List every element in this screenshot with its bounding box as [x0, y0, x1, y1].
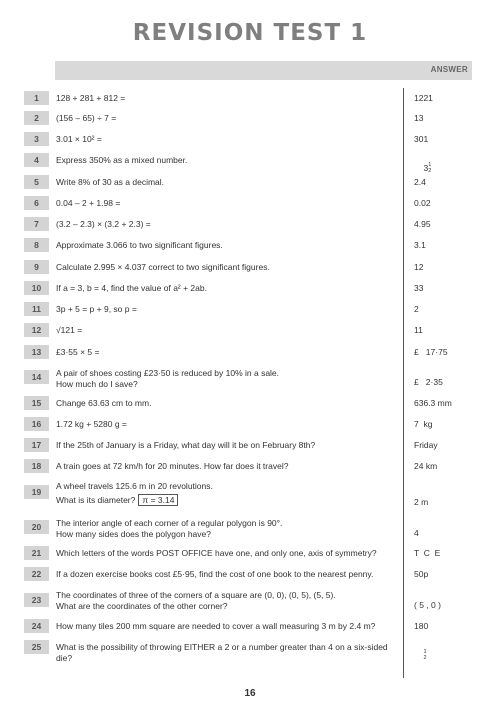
question-number: 17 — [24, 438, 49, 452]
answer-text: 4 — [414, 528, 419, 538]
question-text: (3.2 – 2.3) × (3.2 + 2.3) = — [56, 219, 151, 229]
answer-column-divider — [403, 88, 404, 678]
question-number: 21 — [24, 546, 49, 560]
question-number: 16 — [24, 417, 49, 431]
question-text: A train goes at 72 km/h for 20 minutes. How far does it travel? — [56, 461, 289, 471]
answer-text: 180 — [414, 621, 429, 631]
answer-text: 2.4 — [414, 177, 426, 187]
question-number: 22 — [24, 567, 49, 581]
answer-text: 4.95 — [414, 219, 431, 229]
question-line-1: A wheel travels 125.6 m in 20 revolutions. — [56, 481, 213, 491]
answer-text: 13 — [414, 113, 424, 123]
question-line-2: How many sides does the polygon have? — [56, 528, 211, 539]
question-text: £3·55 × 5 = — [56, 347, 100, 357]
question-line-1: The interior angle of each corner of a regular polygon is 90°. — [56, 518, 283, 528]
question-text: What is the possibility of throwing EITHER a 2 or a number greater than 4 on a six-sided die? — [56, 642, 388, 663]
question-text: √121 = — [56, 325, 83, 335]
answer-fraction — [428, 163, 431, 174]
question-text — [56, 590, 399, 611]
question-number: 23 — [24, 593, 49, 607]
page-title: REVISION TEST 1 — [132, 20, 368, 46]
question-text: If a dozen exercise books cost £5·95, find the cost of one book to the nearest penny. — [56, 569, 374, 579]
question-number: 6 — [24, 196, 49, 210]
answer-text: 301 — [414, 134, 429, 144]
question-text: (156 – 65) ÷ 7 = — [56, 113, 117, 123]
answer-text: 24 km — [414, 461, 438, 471]
question-number: 5 — [24, 175, 49, 189]
question-number: 15 — [24, 396, 49, 410]
question-number: 24 — [24, 619, 49, 633]
question-number: 19 — [24, 485, 49, 499]
answer-text: 3.1 — [414, 240, 426, 250]
answer-text: T C E — [414, 548, 441, 558]
answer-text: 33 — [414, 283, 424, 293]
question-number: 4 — [24, 153, 49, 167]
question-text: If a = 3, b = 4, find the value of a² + 2ab. — [56, 283, 207, 293]
answer-text: 636.3 mm — [414, 398, 452, 408]
answer-text: 12 — [414, 262, 424, 272]
fraction-numerator: 1 — [423, 649, 427, 656]
question-number: 13 — [24, 345, 49, 359]
question-number: 3 — [24, 132, 49, 146]
answer-text: 11 — [414, 325, 423, 335]
question-text — [56, 481, 399, 506]
question-line-2-text: What is its diameter? — [56, 494, 136, 505]
question-number: 9 — [24, 260, 49, 274]
question-text: 3.01 × 10² = — [56, 134, 102, 144]
question-line-2: How much do I save? — [56, 378, 138, 389]
question-number: 18 — [24, 459, 49, 473]
answer-text: 1221 — [414, 93, 433, 103]
question-number: 7 — [24, 217, 49, 231]
question-number: 2 — [24, 111, 49, 125]
question-number: 11 — [24, 302, 49, 316]
fraction-denominator: 2 — [428, 167, 432, 174]
question-number: 8 — [24, 238, 49, 252]
answer-whole: 3 — [423, 163, 429, 173]
question-text: Calculate 2.995 × 4.037 correct to two significant figures. — [56, 262, 270, 272]
question-number: 1 — [24, 91, 49, 105]
question-line-1: A pair of shoes costing £23·50 is reduced by 10% in a sale. — [56, 368, 280, 378]
page-number: 16 — [244, 688, 256, 699]
question-text — [56, 368, 399, 389]
question-text — [56, 518, 399, 539]
fraction-numerator: 1 — [428, 162, 432, 169]
answer-text: £ 2·35 — [414, 377, 443, 387]
answer-text: £ 17·75 — [414, 347, 448, 357]
fraction-denominator: 2 — [423, 654, 427, 661]
question-text: Change 63.63 cm to mm. — [56, 398, 152, 408]
question-text: 3p + 5 = p + 9, so p = — [56, 304, 137, 314]
question-text: 0.04 – 2 + 1.98 = — [56, 198, 121, 208]
question-text: Which letters of the words POST OFFICE have one, and only one, axis of symmetry? — [56, 548, 377, 558]
question-text: 1.72 kg + 5280 g = — [56, 419, 127, 429]
answer-fraction — [414, 640, 427, 671]
question-text: If the 25th of January is a Friday, what day will it be on February 8th? — [56, 440, 316, 450]
answer-text: 2 m — [414, 497, 429, 507]
question-line-1: The coordinates of three of the corners of a square are (0, 0), (0, 5), (5, 5). — [56, 590, 336, 600]
question-number: 25 — [24, 640, 49, 654]
fraction — [423, 650, 426, 661]
answer-text: 50p — [414, 569, 429, 579]
question-text: Write 8% of 30 as a decimal. — [56, 177, 165, 187]
question-text: Express 350% as a mixed number. — [56, 155, 188, 165]
answer-header-bar — [55, 61, 472, 80]
answer-text: Friday — [414, 440, 438, 450]
question-number: 14 — [24, 370, 49, 384]
question-number: 20 — [24, 520, 49, 534]
question-text: Approximate 3.066 to two significant figures. — [56, 240, 223, 250]
pi-value-box: π = 3.14 — [138, 494, 178, 506]
answer-header: ANSWER — [430, 65, 468, 74]
answer-text: 2 — [414, 304, 419, 314]
question-number: 10 — [24, 281, 49, 295]
question-text: How many tiles 200 mm square are needed to cover a wall measuring 3 m by 2.4 m? — [56, 621, 376, 631]
question-number: 12 — [24, 323, 49, 337]
answer-text: ( 5 , 0 ) — [414, 600, 441, 610]
answer-text: 7 kg — [414, 419, 433, 429]
answer-text: 0.02 — [414, 198, 431, 208]
question-text: 128 + 281 + 812 = — [56, 93, 126, 103]
question-line-2 — [56, 494, 399, 506]
question-line-2: What are the coordinates of the other corner? — [56, 600, 228, 611]
